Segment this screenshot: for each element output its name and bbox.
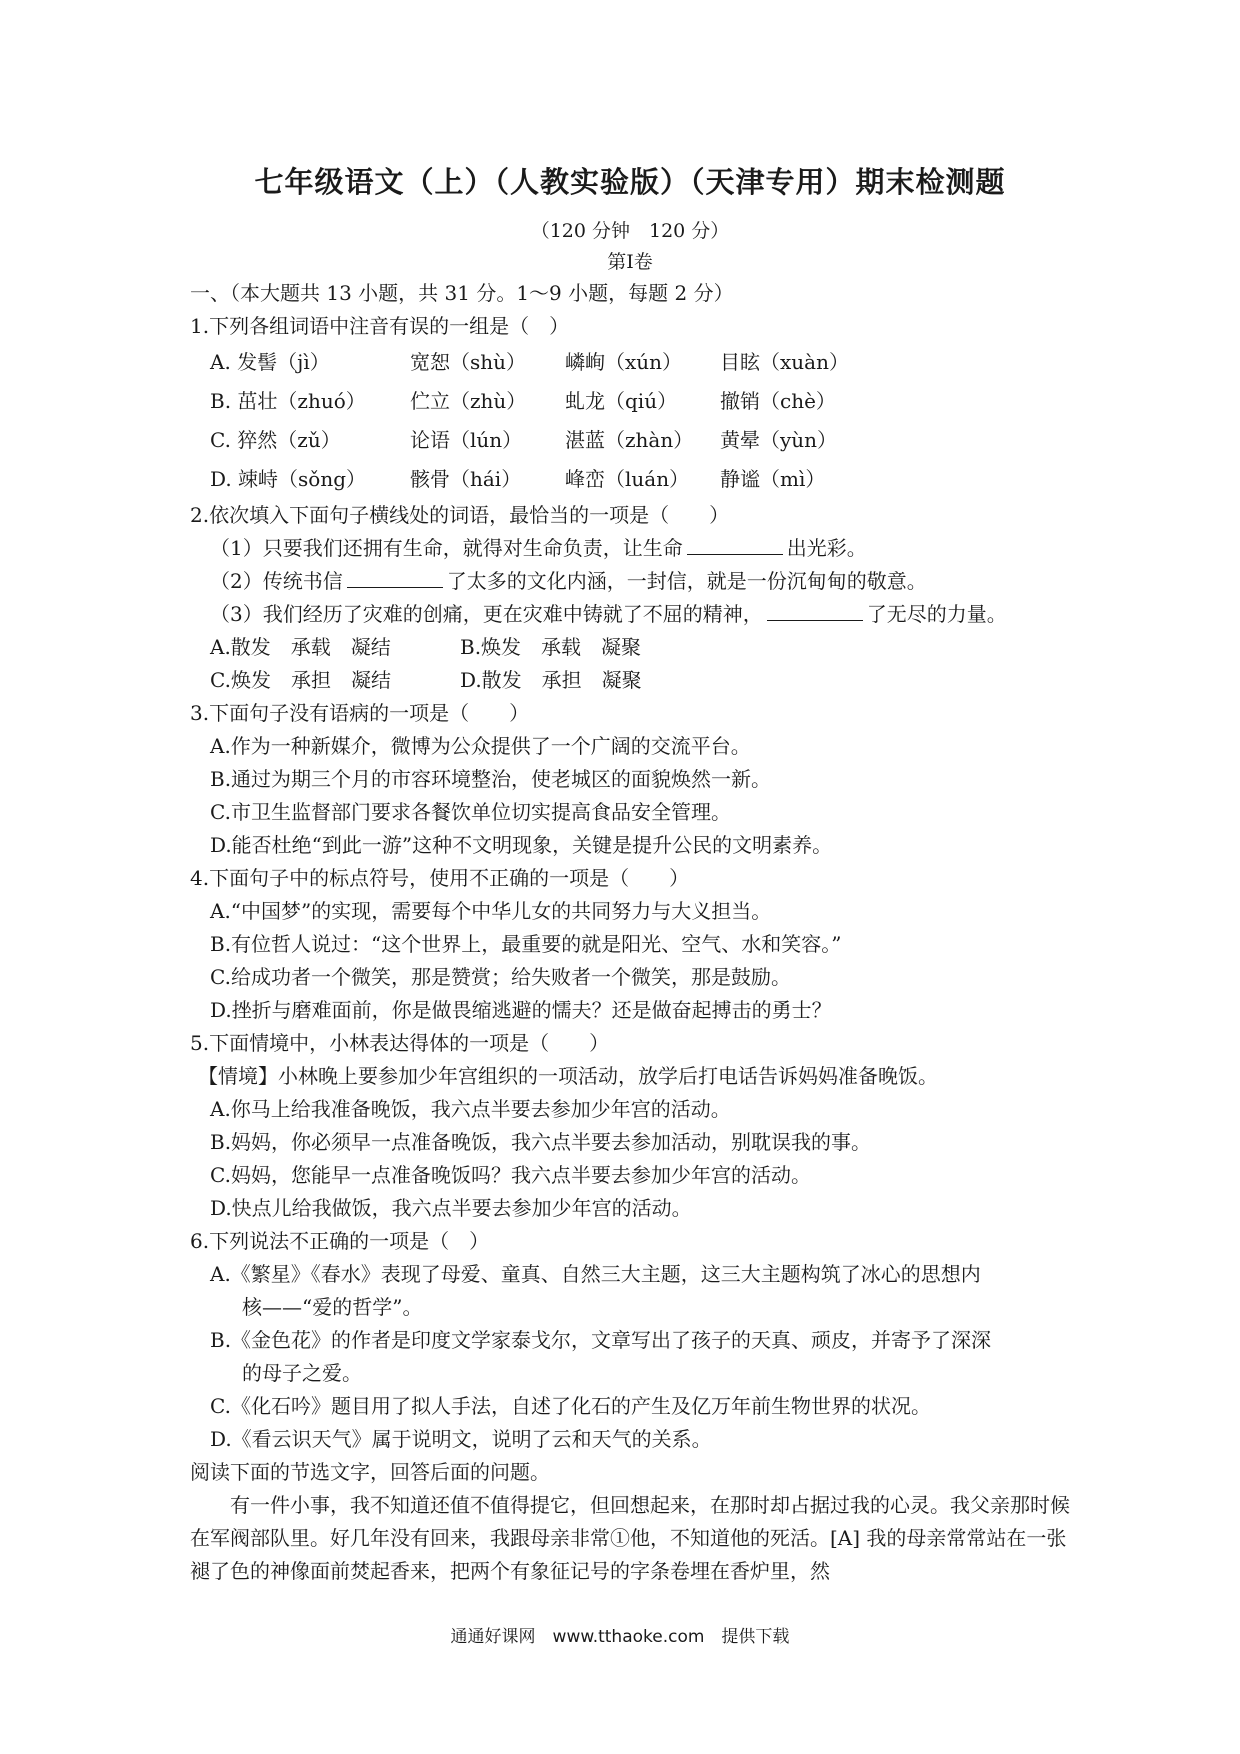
q2-option-c: C.焕发 承担 凝结 xyxy=(210,668,391,692)
q1-option-b-3: 虬龙（qiú） xyxy=(565,389,678,413)
fill-blank[interactable] xyxy=(767,600,863,621)
exam-duration-score: （120 分钟 120 分） xyxy=(530,220,730,242)
q1-option-d-3: 峰峦（luán） xyxy=(565,467,690,491)
q4-option-b: B.有位哲人说过：“这个世界上，最重要的就是阳光、空气、水和笑容。” xyxy=(210,932,842,956)
q6-option-a-line1: A.《繁星》《春水》表现了母爱、童真、自然三大主题，这三大主题构筑了冰心的思想内 xyxy=(210,1262,981,1286)
page-footer: 通通好课网 www.tthaoke.com 提供下载 xyxy=(450,1627,790,1647)
question-2-sentence-1 xyxy=(190,532,1070,565)
q1-option-c-2: 论语（lún） xyxy=(410,428,523,452)
sentence-text: （2）传统书信 xyxy=(210,569,343,593)
question-2-sentence-2 xyxy=(190,565,1070,598)
question-1-stem: 1.下列各组词语中注音有误的一组是（ ） xyxy=(190,314,570,338)
question-2-sentence-3 xyxy=(190,598,1070,631)
question-5-context: 【情境】小林晚上要参加少年宫组织的一项活动，放学后打电话告诉妈妈准备晚饭。 xyxy=(198,1064,938,1088)
question-5-stem: 5.下面情境中，小林表达得体的一项是（ ） xyxy=(190,1031,610,1055)
q5-option-a: A.你马上给我准备晚饭，我六点半要去参加少年宫的活动。 xyxy=(210,1097,731,1121)
q4-option-c: C.给成功者一个微笑，那是赞赏；给失败者一个微笑，那是鼓励。 xyxy=(210,965,791,989)
question-4-stem: 4.下面句子中的标点符号，使用不正确的一项是（ ） xyxy=(190,866,690,890)
fill-blank[interactable] xyxy=(687,534,783,555)
q6-option-a-line2: 核——“爱的哲学”。 xyxy=(242,1295,423,1319)
q3-option-a: A.作为一种新媒介，微博为公众提供了一个广阔的交流平台。 xyxy=(210,734,751,758)
q1-option-c-4: 黄晕（yùn） xyxy=(720,428,838,452)
q4-option-d: D.挫折与磨难面前，你是做畏缩逃避的懦夫？还是做奋起搏击的勇士？ xyxy=(210,998,832,1022)
q1-option-c-1: C. 猝然（zǔ） xyxy=(210,428,341,452)
q1-option-d-2: 骸骨（hái） xyxy=(410,467,522,491)
q6-option-d: D.《看云识天气》属于说明文，说明了云和天气的关系。 xyxy=(210,1427,712,1451)
q4-option-a: A.“中国梦”的实现，需要每个中华儿女的共同努力与大义担当。 xyxy=(210,899,772,923)
sentence-text: （1）只要我们还拥有生命，就得对生命负责，让生命 xyxy=(210,536,683,560)
q1-option-d-1: D. 竦峙（sǒng） xyxy=(210,467,367,491)
q1-option-a-4: 目眩（xuàn） xyxy=(720,350,849,374)
section-heading: 一、（本大题共 13 小题，共 31 分。1～9 小题，每题 2 分） xyxy=(190,281,734,305)
q1-option-a-3: 嶙峋（xún） xyxy=(565,350,683,374)
q3-option-d: D.能否杜绝“到此一游”这种不文明现象，关键是提升公民的文明素养。 xyxy=(210,833,833,857)
question-2-stem: 2.依次填入下面句子横线处的词语，最恰当的一项是（ ） xyxy=(190,503,730,527)
q6-option-c: C.《化石吟》题目用了拟人手法，自述了化石的产生及亿万年前生物世界的状况。 xyxy=(210,1394,931,1418)
q1-option-b-2: 伫立（zhù） xyxy=(410,389,527,413)
q1-option-b-4: 撤销（chè） xyxy=(720,389,836,413)
question-3-stem: 3.下面句子没有语病的一项是（ ） xyxy=(190,701,530,725)
q1-option-d-4: 静谧（mì） xyxy=(720,467,826,491)
reading-passage: 有一件小事，我不知道还值不值得提它，但回想起来，在那时却占据过我的心灵。我父亲那时候在军阀部队里。好几年没有回来，我跟母亲非常①他，不知道他的死活。[A] 我的母亲常常站在一张褪了色的神像面前焚起香来，把两个有象征记号的字条卷埋在香炉里，然 xyxy=(190,1493,1070,1583)
q3-option-c: C.市卫生监督部门要求各餐饮单位切实提高食品安全管理。 xyxy=(210,800,731,824)
exam-page xyxy=(190,160,1070,1588)
sentence-text: （3）我们经历了灾难的创痛，更在灾难中铸就了不屈的精神， xyxy=(210,602,763,626)
sentence-text: 了太多的文化内涵，一封信，就是一份沉甸甸的敬意。 xyxy=(446,569,927,593)
reading-intro: 阅读下面的节选文字，回答后面的问题。 xyxy=(190,1460,550,1484)
exam-title: 七年级语文（上）（人教实验版）（天津专用）期末检测题 xyxy=(254,165,1006,199)
sentence-text: 出光彩。 xyxy=(786,536,867,560)
q1-option-a-2: 宽恕（shù） xyxy=(410,350,527,374)
q2-option-a: A.散发 承载 凝结 xyxy=(210,635,391,659)
fill-blank[interactable] xyxy=(347,567,443,588)
sentence-text: 了无尽的力量。 xyxy=(866,602,1007,626)
question-1-options xyxy=(190,343,1070,499)
q1-option-b-1: B. 茁壮（zhuó） xyxy=(210,389,366,413)
q2-option-b: B.焕发 承载 凝聚 xyxy=(460,635,642,659)
volume-label: 第Ⅰ卷 xyxy=(607,251,653,273)
q3-option-b: B.通过为期三个月的市容环境整治，使老城区的面貌焕然一新。 xyxy=(210,767,772,791)
q1-option-a-1: A. 发髻（jì） xyxy=(210,350,330,374)
q1-option-c-3: 湛蓝（zhàn） xyxy=(565,428,694,452)
question-2-options xyxy=(190,631,1070,697)
q2-option-d: D.散发 承担 凝聚 xyxy=(460,668,642,692)
q5-option-c: C.妈妈，您能早一点准备晚饭吗？我六点半要去参加少年宫的活动。 xyxy=(210,1163,811,1187)
question-6-stem: 6.下列说法不正确的一项是（ ） xyxy=(190,1229,490,1253)
q6-option-b-line2: 的母子之爱。 xyxy=(242,1361,362,1385)
q6-option-b-line1: B.《金色花》的作者是印度文学家泰戈尔，文章写出了孩子的天真、顽皮，并寄予了深深 xyxy=(210,1328,992,1352)
q5-option-b: B.妈妈，你必须早一点准备晚饭，我六点半要去参加活动，别耽误我的事。 xyxy=(210,1130,872,1154)
q5-option-d: D.快点儿给我做饭，我六点半要去参加少年宫的活动。 xyxy=(210,1196,692,1220)
